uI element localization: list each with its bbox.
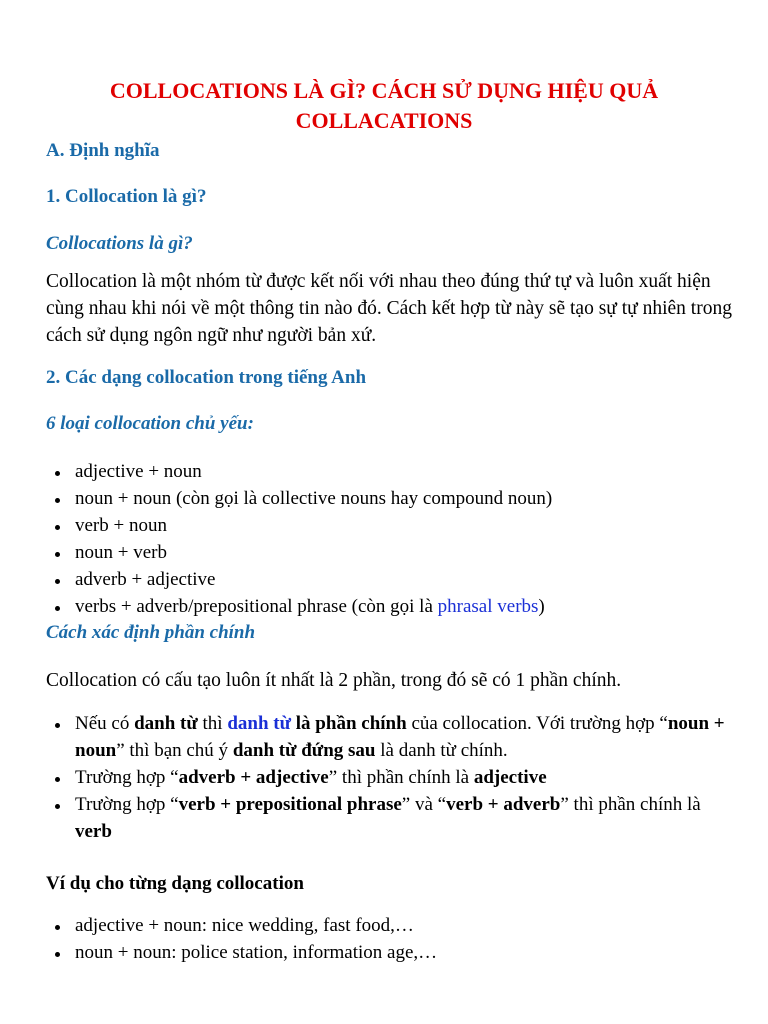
phrasal-verbs-link[interactable]: phrasal verbs xyxy=(437,596,539,617)
heading-1: 1. Collocation là gì? xyxy=(46,186,207,207)
section-a-heading: A. Định nghĩa xyxy=(46,140,160,161)
list-item: verbs + adverb/prepositional phrase (còn gọi là phrasal verbs) xyxy=(46,593,736,620)
list-item: verb + noun xyxy=(46,512,736,539)
heading-2: 2. Các dạng collocation trong tiếng Anh xyxy=(46,367,367,388)
danh-tu-link[interactable]: danh từ xyxy=(227,713,292,734)
list-item: noun + noun (còn gọi là collective nouns hay compound noun) xyxy=(46,485,736,512)
list-item: noun + noun: police station, information age,… xyxy=(46,939,736,966)
paragraph-definition: Collocation là một nhóm từ được kết nối với nhau theo đúng thứ tự và luôn xuất hiện cùng nhau khi nói về một thông tin nào đó. Cách kết hợp từ này sẽ tạo sự tự nhiên trong cách sử dụng ngôn ngữ như người bản xứ. xyxy=(46,271,732,346)
list-item: adjective + noun xyxy=(46,458,736,485)
examples-heading: Ví dụ cho từng dạng collocation xyxy=(46,873,304,894)
page-title: COLLOCATIONS LÀ GÌ? CÁCH SỬ DỤNG HIỆU QUẢ COLLACATIONS xyxy=(109,78,659,133)
list-item: adverb + adjective xyxy=(46,566,736,593)
collocation-types-list xyxy=(46,458,736,620)
list-item-rule-verb: Trường hợp “verb + prepositional phrase” và “verb + adverb” thì phần chính là verb xyxy=(46,791,736,845)
heading-1-sub: Collocations là gì? xyxy=(46,233,193,254)
examples-list xyxy=(46,912,736,966)
list-item: adjective + noun: nice wedding, fast food,… xyxy=(46,912,736,939)
paragraph-structure: Collocation có cấu tạo luôn ít nhất là 2 phần, trong đó sẽ có 1 phần chính. xyxy=(46,670,622,691)
heading-3-sub: Cách xác định phần chính xyxy=(46,622,256,643)
heading-2-sub: 6 loại collocation chủ yếu: xyxy=(46,413,254,434)
list-item-rule-noun: Nếu có danh từ thì danh từ là phần chính của collocation. Với trường hợp “noun + noun” thì bạn chú ý danh từ đứng sau là danh từ chính. xyxy=(46,710,736,764)
list-item-rule-adjective: Trường hợp “adverb + adjective” thì phần chính là adjective xyxy=(46,764,736,791)
main-part-rules-list xyxy=(46,710,736,845)
list-item: noun + verb xyxy=(46,539,736,566)
